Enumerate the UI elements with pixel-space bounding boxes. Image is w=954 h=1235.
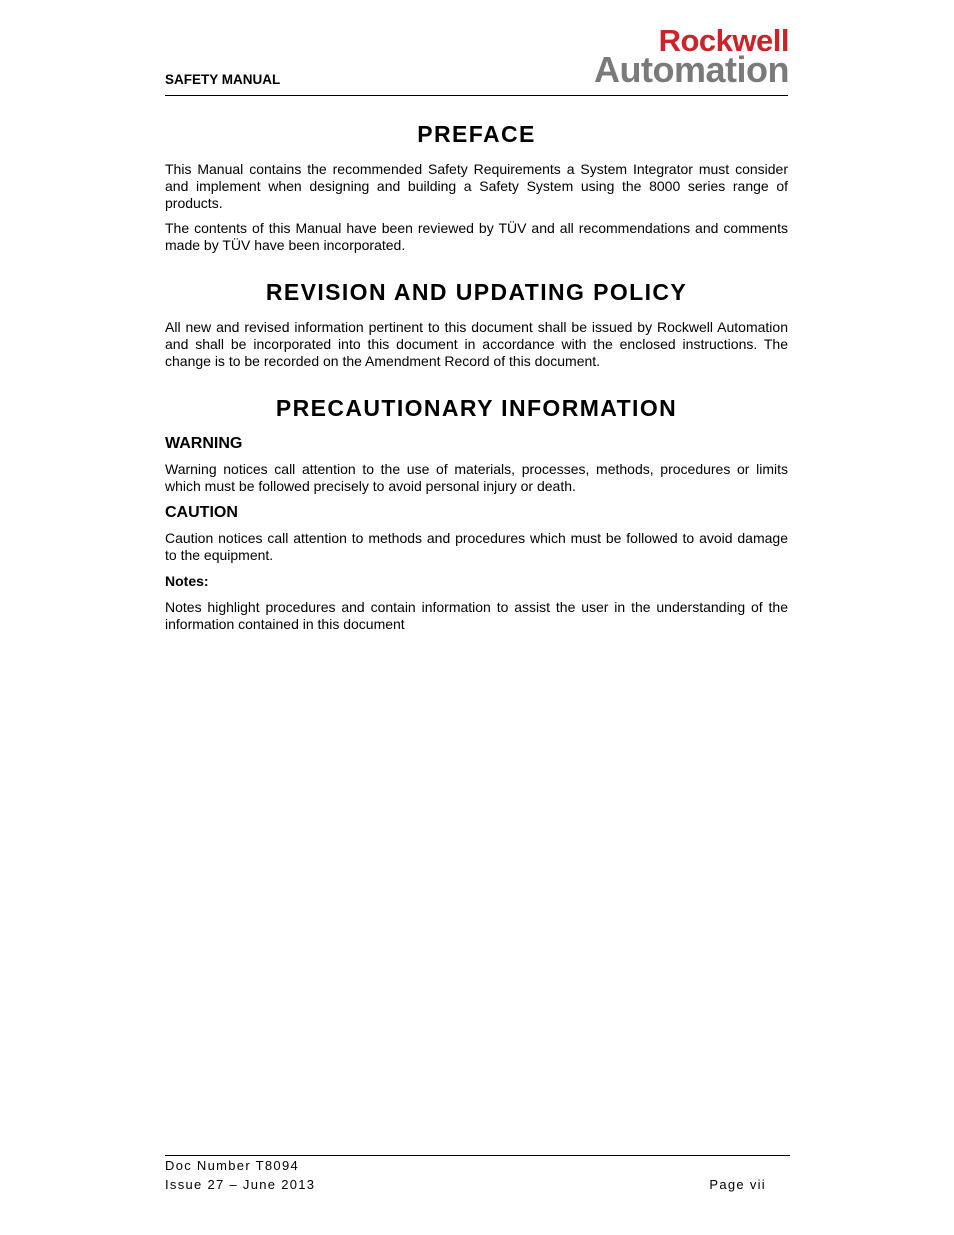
revision-paragraph: All new and revised information pertinent to this document shall be issued by Rockwell Automation and shall be incorporated into this document in accordance with the enclosed instructions. The change is to be recorded on the Amendment Record of this document. xyxy=(165,319,788,369)
page-content xyxy=(165,118,788,633)
rockwell-automation-logo xyxy=(553,23,789,90)
footer-doc-number: Doc Number T8094 xyxy=(165,1158,300,1173)
preface-paragraph-2: The contents of this Manual have been reviewed by TÜV and all recommendations and comments made by TÜV have been incorporated. xyxy=(165,220,788,253)
logo-line-rockwell: Rockwell xyxy=(658,23,789,58)
preface-paragraph-1: This Manual contains the recommended Safety Requirements a System Integrator must consider and implement when designing and building a Safety System using the 8000 series range of products. xyxy=(165,161,788,211)
notes-heading: Notes: xyxy=(165,573,209,589)
logo-line-automation: Automation xyxy=(594,49,789,90)
warning-text: Warning notices call attention to the use of materials, processes, methods, procedures or limits which must be followed precisely to avoid personal injury or death. xyxy=(165,461,788,494)
footer-divider xyxy=(165,1155,790,1156)
caution-heading: CAUTION xyxy=(165,504,238,521)
notes-text: Notes highlight procedures and contain information to assist the user in the understanding of the information contained in this document xyxy=(165,599,788,632)
header-divider xyxy=(165,95,788,96)
footer-issue: Issue 27 – June 2013 xyxy=(165,1177,316,1192)
precautionary-heading: PRECAUTIONARY INFORMATION xyxy=(275,395,678,421)
caution-text: Caution notices call attention to methods and procedures which must be followed to avoid damage to the equipment. xyxy=(165,530,788,563)
revision-heading: REVISION AND UPDATING POLICY xyxy=(265,279,688,305)
preface-heading: PREFACE xyxy=(417,121,536,147)
footer-page-number: Page vii xyxy=(709,1177,766,1192)
header-title: SAFETY MANUAL xyxy=(165,72,281,87)
warning-heading: WARNING xyxy=(165,435,243,452)
